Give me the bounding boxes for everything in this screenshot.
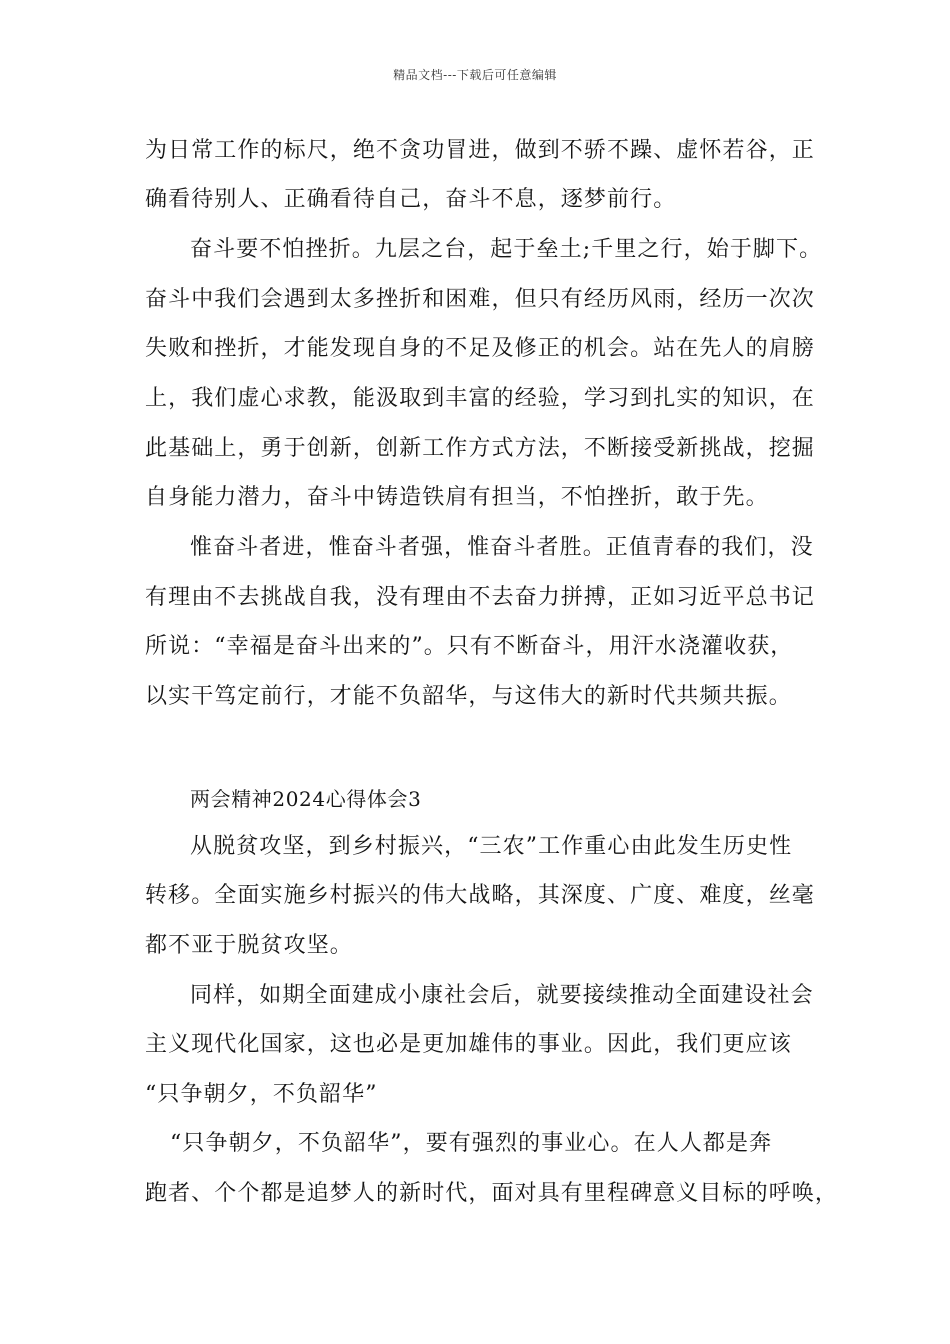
text-line: 转移。全面实施乡村振兴的伟大战略，其深度、广度、难度，丝毫 (145, 883, 815, 908)
paragraph-first-line: 惟奋斗者进，惟奋斗者强，惟奋斗者胜。正值青春的我们，没 (190, 535, 814, 560)
text-line: 主义现代化国家，这也必是更加雄伟的事业。因此，我们更应该 (145, 1032, 792, 1057)
text-line: 有理由不去挑战自我，没有理由不去奋力拼搏，正如习近平总书记 (145, 585, 815, 610)
text-line: 自身能力潜力，奋斗中铸造铁肩有担当，不怕挫折，敢于先。 (145, 485, 769, 510)
paragraph-first-line: 从脱贫攻坚，到乡村振兴，“三农”工作重心由此发生历史性 (190, 834, 793, 859)
paragraph-first-line: 奋斗要不怕挫折。九层之台，起于垒土;千里之行，始于脚下。 (190, 237, 823, 262)
section-heading: 两会精神2024心得体会3 (190, 787, 422, 811)
text-line: 以实干笃定前行，才能不负韶华，与这伟大的新时代共频共振。 (145, 684, 792, 709)
text-line: 都不亚于脱贫攻坚。 (145, 933, 353, 958)
paragraph-first-line: 同样，如期全面建成小康社会后，就要接续推动全面建设社会 (190, 983, 814, 1008)
text-line: 失败和挫折，才能发现自身的不足及修正的机会。站在先人的肩膀 (145, 336, 815, 361)
text-line: 奋斗中我们会遇到太多挫折和困难，但只有经历风雨，经历一次次 (145, 287, 815, 312)
text-line: “只争朝夕，不负韶华” (145, 1082, 378, 1107)
text-line: 上，我们虚心求教，能汲取到丰富的经验，学习到扎实的知识，在 (145, 386, 815, 411)
text-line: 此基础上，勇于创新，创新工作方式方法，不断接受新挑战，挖掘 (145, 436, 815, 461)
text-line: 为日常工作的标尺，绝不贪功冒进，做到不骄不躁、虚怀若谷，正 (145, 138, 815, 163)
text-line: 跑者、个个都是追梦人的新时代，面对具有里程碑意义目标的呼唤， (145, 1181, 839, 1206)
text-line: 所说：“幸福是奋斗出来的”。只有不断奋斗，用汗水浇灌收获， (145, 634, 794, 659)
text-line: 确看待别人、正确看待自己，奋斗不息，逐梦前行。 (145, 187, 677, 212)
header-note: 精品文档---下载后可任意编辑 (393, 68, 557, 82)
paragraph-first-line: “只争朝夕，不负韶华”，要有强烈的事业心。在人人都是奔 (170, 1131, 773, 1156)
